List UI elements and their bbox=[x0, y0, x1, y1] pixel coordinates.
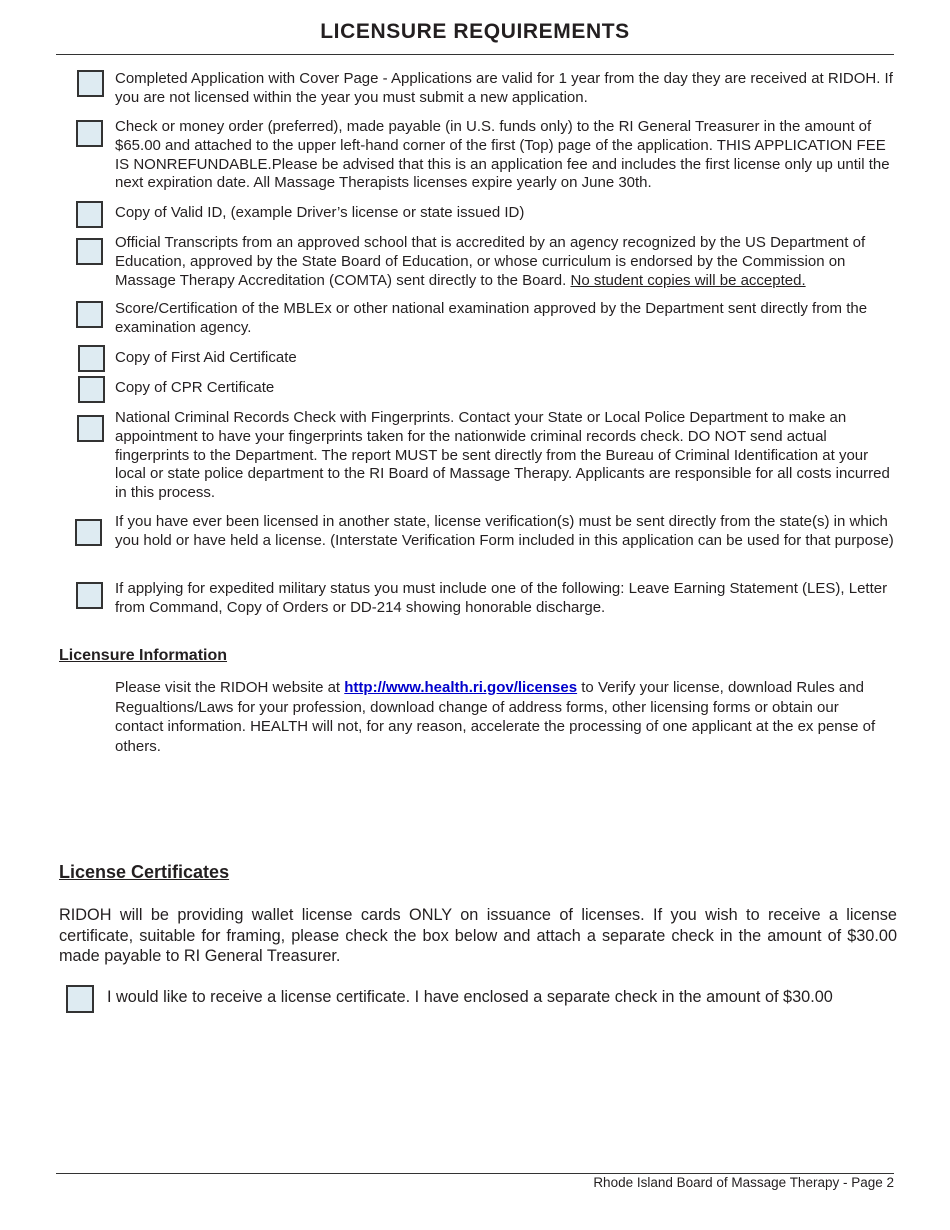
requirement-criminal-check: National Criminal Records Check with Fingerprints. Contact your State or Local Police Department to make an appointment to have your fingerprints taken for the nationwide criminal records check. DO NOT send actual fingerprints to the Department. The report MUST be sent directly from the Bureau of Criminal Identification at your local or state police department to the RI Board of Massage Therapy. Applicants are responsible for all costs incurred in this process. bbox=[115, 409, 890, 502]
requirement-cpr: Copy of CPR Certificate bbox=[115, 379, 275, 396]
header-divider bbox=[56, 54, 894, 55]
certificates-body: RIDOH will be providing wallet license cards ONLY on issuance of licenses. If you wish to receive a license certificate, suitable for framing, please check the box below and attach a separate check in the amount of $30.00 made payable to RI General Treasurer. bbox=[59, 906, 897, 965]
ridoh-licenses-link[interactable]: http://www.health.ri.gov/licenses bbox=[344, 679, 578, 696]
requirement-exam-score: Score/Certification of the MBLEx or other national examination approved by the Department sent directly from the examination agency. bbox=[115, 300, 868, 336]
certificates-heading: License Certificates bbox=[59, 862, 230, 882]
requirement-military-status: If applying for expedited military status you must include one of the following: Leave Earning Statement (LES), Letter from Command, Copy of Orders or DD-214 showing honorable discharge. bbox=[115, 580, 888, 616]
checkbox-valid-id[interactable] bbox=[76, 201, 103, 228]
licensure-info-heading: Licensure Information bbox=[59, 647, 228, 664]
checkbox-transcripts[interactable] bbox=[76, 238, 103, 265]
license-certificate-label: I would like to receive a license certificate. I have enclosed a separate check in the amount of $30.00 bbox=[107, 988, 833, 1006]
requirement-valid-id: Copy of Valid ID, (example Driver’s license or state issued ID) bbox=[115, 204, 525, 221]
licensure-info-text-before: Please visit the RIDOH website at bbox=[115, 679, 345, 696]
checkbox-payment[interactable] bbox=[76, 120, 103, 147]
licensure-info-text bbox=[115, 678, 885, 756]
requirement-transcripts bbox=[115, 234, 900, 290]
requirement-transcripts-text: Official Transcripts from an approved school that is accredited by an agency recognized by the US Department of Education, approved by the State Board of Education, or whose curriculum is endorsed by the Commission on Massage Therapy Accreditation (COMTA) sent directly to the Board. bbox=[115, 234, 866, 289]
requirement-license-verification: If you have ever been licensed in another state, license verification(s) must be sent directly from the state(s) in which you hold or have held a license. (Interstate Verification Form included in this application can be used for that purpose) bbox=[115, 513, 894, 549]
checkbox-first-aid[interactable] bbox=[78, 345, 105, 372]
checkbox-criminal-check[interactable] bbox=[77, 415, 104, 442]
requirement-application: Completed Application with Cover Page - Applications are valid for 1 year from the day they are received at RIDOH. If you are not licensed within the year you must submit a new application. bbox=[115, 70, 893, 106]
no-student-copies-note: No student copies will be accepted. bbox=[570, 271, 806, 289]
page-title: LICENSURE REQUIREMENTS bbox=[320, 20, 630, 43]
requirement-payment: Check or money order (preferred), made payable (in U.S. funds only) to the RI General Treasurer in the amount of $65.00 and attached to the upper left-hand corner of the first (Top) page of the application. THIS APPLICATION FEE IS NONREFUNDABLE.Please be advised that this is an application fee and includes the first license only up until the next expiration date. All Massage Therapists licenses expire yearly on June 30th. bbox=[115, 118, 890, 192]
checkbox-license-verification[interactable] bbox=[75, 519, 102, 546]
checkbox-exam-score[interactable] bbox=[76, 301, 103, 328]
page-footer: Rhode Island Board of Massage Therapy - Page 2 bbox=[593, 1175, 894, 1190]
licensure-info-text-after: to Verify your license, download Rules and Regualtions/Laws for your profession, download change of address forms, other licensing forms or obtain our contact information. HEALTH will not, for any reason, accelerate the processing of one applicant at the ex pense of others. bbox=[115, 679, 876, 755]
requirement-first-aid: Copy of First Aid Certificate bbox=[115, 349, 297, 366]
checkbox-cpr[interactable] bbox=[78, 376, 105, 403]
checkbox-application[interactable] bbox=[77, 70, 104, 97]
checkbox-military-status[interactable] bbox=[76, 582, 103, 609]
checkbox-license-certificate[interactable] bbox=[66, 985, 94, 1013]
